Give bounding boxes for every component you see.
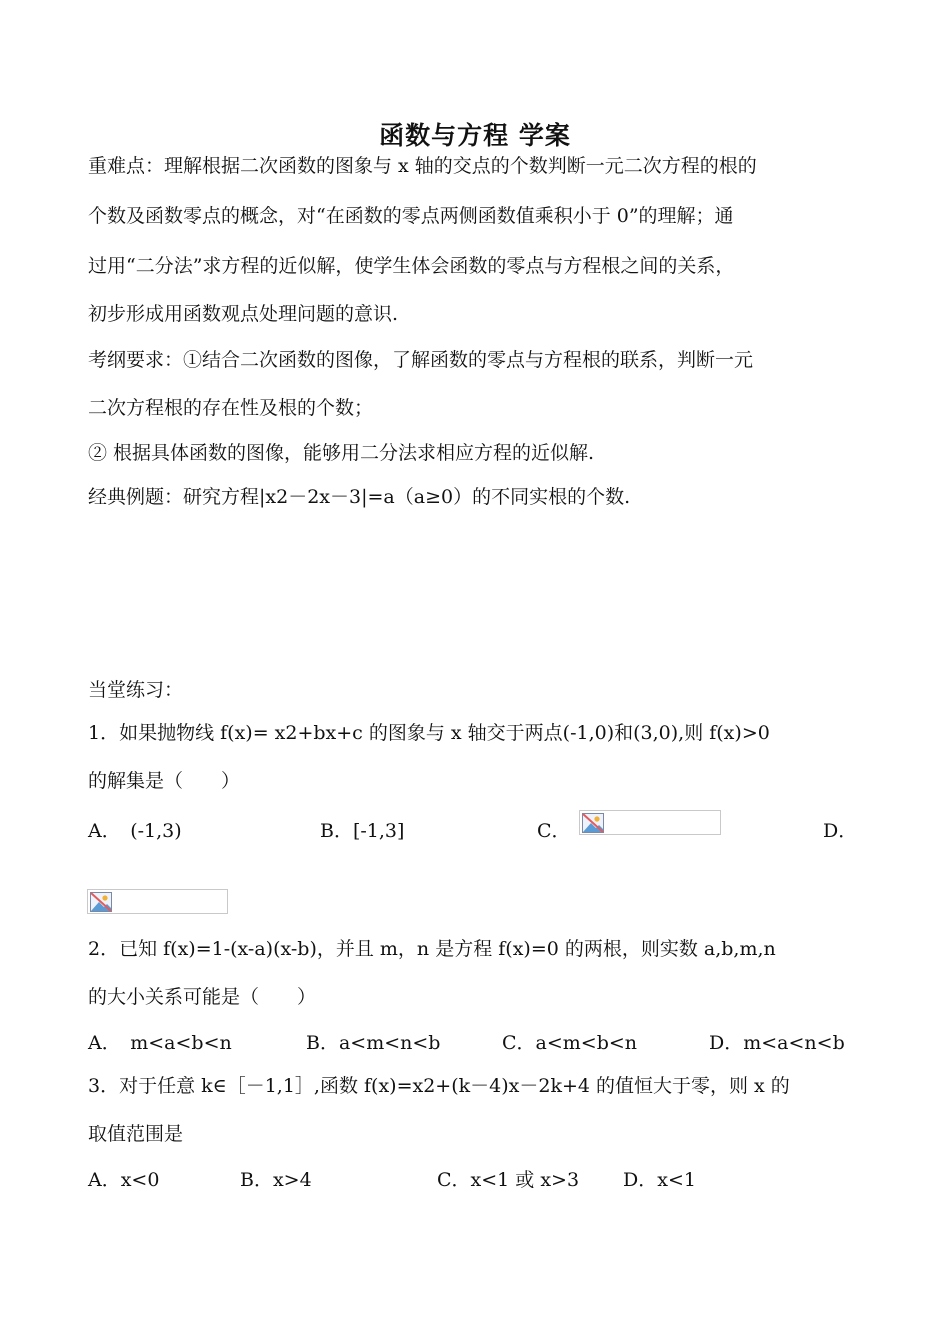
question-2-text: 2．已知 f(x)=1-(x-a)(x-b)，并且 m，n 是方程 f(x)=0 的两根，则实数 a,b,m,n (88, 938, 776, 960)
question-1-option-a: A． (-1,3) (88, 820, 182, 842)
paragraph-line: 考纲要求：①结合二次函数的图像，了解函数的零点与方程根的联系，判断一元 (88, 349, 754, 371)
question-3-option-d: D．x<1 (623, 1169, 696, 1191)
broken-image-icon (582, 813, 604, 833)
question-1-text: 1．如果抛物线 f(x)= x2+bx+c 的图象与 x 轴交于两点(-1,0)和(3,0),则 f(x)>0 (88, 722, 770, 744)
document-title: 函数与方程 学案 (379, 121, 571, 150)
question-2-option-c: C．a<m<b<n (502, 1032, 638, 1054)
question-1-option-b: B．[-1,3] (320, 820, 405, 842)
broken-image-icon (90, 892, 112, 912)
option-c-image (579, 810, 721, 835)
question-3-option-c: C．x<1 或 x>3 (437, 1169, 580, 1191)
question-3-option-a: A．x<0 (88, 1169, 160, 1191)
paragraph-line: ② 根据具体函数的图像，能够用二分法求相应方程的近似解. (88, 442, 595, 464)
question-2-option-b: B．a<m<n<b (306, 1032, 441, 1054)
question-2-option-a: A． m<a<b<n (88, 1032, 232, 1054)
question-3-text: 3．对于任意 k∈［－1,1］,函数 f(x)=x2+(k－4)x－2k+4 的值恒大于零，则 x 的 (88, 1075, 790, 1097)
question-1-text: 的解集是（ ） (88, 770, 241, 792)
question-1-option-c: C． (537, 820, 571, 842)
paragraph-line: 二次方程根的存在性及根的个数； (88, 397, 374, 419)
paragraph-line: 重难点：理解根据二次函数的图象与 x 轴的交点的个数判断一元二次方程的根的 (88, 155, 757, 177)
question-3-option-b: B．x>4 (240, 1169, 312, 1191)
example-line: 经典例题：研究方程|x2－2x－3|=a（a≥0）的不同实根的个数. (88, 486, 631, 508)
question-3-text: 取值范围是 (88, 1123, 184, 1145)
option-d-image (87, 889, 228, 914)
practice-heading: 当堂练习： (88, 679, 184, 701)
paragraph-line: 个数及函数零点的概念，对“在函数的零点两侧函数值乘积小于 0”的理解；通 (88, 205, 734, 227)
question-2-option-d: D．m<a<n<b (709, 1032, 845, 1054)
paragraph-line: 过用“二分法”求方程的近似解，使学生体会函数的零点与方程根之间的关系， (88, 255, 735, 277)
paragraph-line: 初步形成用函数观点处理问题的意识. (88, 303, 399, 325)
question-2-text: 的大小关系可能是（ ） (88, 986, 317, 1008)
question-1-option-d: D． (823, 820, 858, 842)
